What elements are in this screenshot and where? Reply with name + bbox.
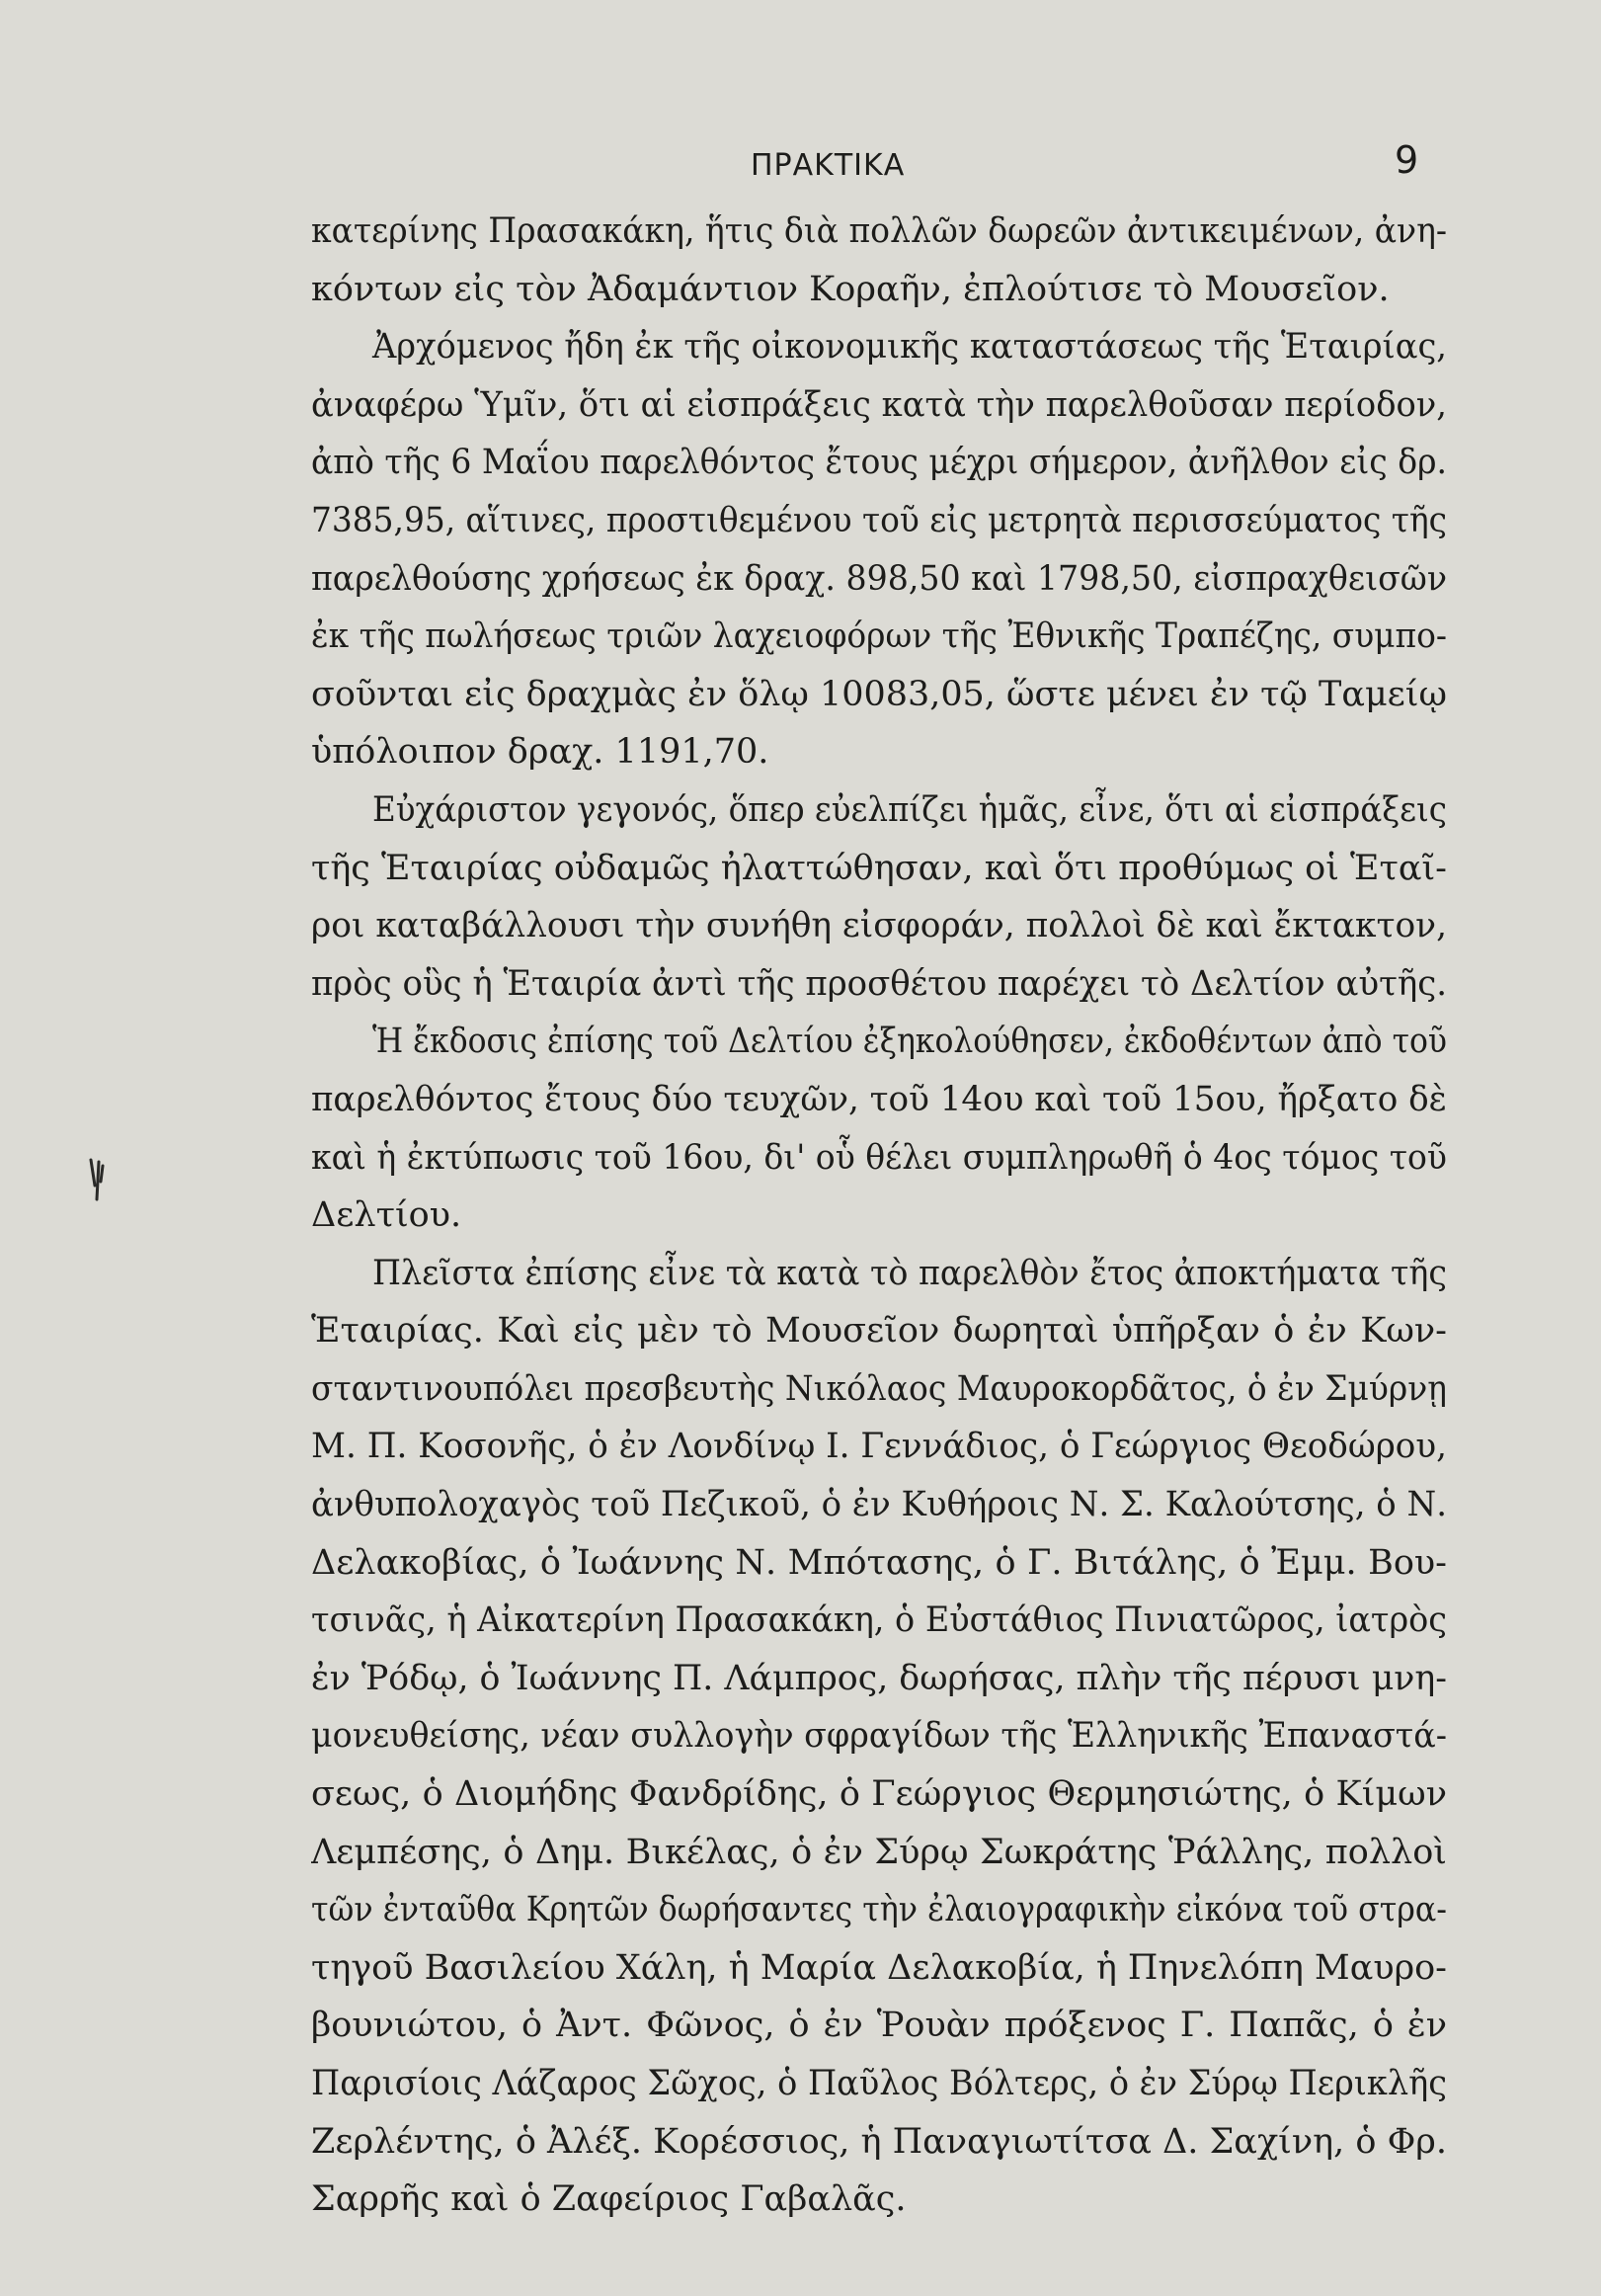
text-line: τῶν ἐνταῦθα Κρητῶν δωρήσαντες τὴν ἐλαιογραφικὴν εἰκόνα τοῦ στρα- xyxy=(311,1890,1447,1930)
text-line: Δελακοβίας, ὁ Ἰωάννης Ν. Μπότασης, ὁ Γ. Βιτάλης, ὁ Ἐμμ. Βου- xyxy=(311,1542,1447,1583)
text-line: Ἑταιρίας. Καὶ εἰς μὲν τὸ Μουσεῖον δωρηταὶ ὑπῆρξαν ὁ ἐν Κων- xyxy=(311,1311,1447,1352)
text-line: Ἀρχόμενος ἤδη ἐκ τῆς οἰκονομικῆς καταστάσεως τῆς Ἑταιρίας, xyxy=(372,327,1447,368)
text-line: Μ. Π. Κοσονῆς, ὁ ἐν Λονδίνῳ Ι. Γεννάδιος, ὁ Γεώργιος Θεοδώρου, xyxy=(311,1427,1447,1467)
text-line: παρελθόντος ἔτους δύο τευχῶν, τοῦ 14ου καὶ τοῦ 15ου, ἤρξατο δὲ xyxy=(311,1079,1447,1119)
text-line: Ζερλέντης, ὁ Ἀλέξ. Κορέσσιος, ἡ Παναγιωτίτσα Δ. Σαχίνη, ὁ Φρ. xyxy=(311,2121,1447,2162)
text-line: ὑπόλοιπον δραχ. 1191,70. xyxy=(311,732,769,773)
text-line: Λεμπέσης, ὁ Δημ. Βικέλας, ὁ ἐν Σύρῳ Σωκράτης Ῥάλλης, πολλοὶ xyxy=(311,1832,1447,1872)
text-line: σεως, ὁ Διομήδης Φανδρίδης, ὁ Γεώργιος Θερμησιώτης, ὁ Κίμων xyxy=(311,1774,1447,1815)
page-number: 9 xyxy=(1395,138,1419,182)
text-line: ἐκ τῆς πωλήσεως τριῶν λαχειοφόρων τῆς Ἐθνικῆς Τραπέζης, συμπο- xyxy=(311,616,1447,657)
text-line: Εὐχάριστον γεγονός, ὅπερ εὐελπίζει ἡμᾶς, εἶνε, ὅτι αἱ εἰσπράξεις xyxy=(372,789,1447,830)
text-line: τηγοῦ Βασιλείου Χάλη, ἡ Μαρία Δελακοβία, ἡ Πηνελόπη Μαυρο- xyxy=(311,1947,1447,1988)
text-line: σταντινουπόλει πρεσβευτὴς Νικόλαος Μαυροκορδᾶτος, ὁ ἐν Σμύρνῃ xyxy=(311,1368,1447,1409)
text-line: τῆς Ἑταιρίας οὐδαμῶς ἠλαττώθησαν, καὶ ὅτι προθύμως οἱ Ἑταῖ- xyxy=(311,848,1447,888)
text-line: παρελθούσης χρήσεως ἐκ δραχ. 898,50 καὶ 1798,50, εἰσπραχθεισῶν xyxy=(311,558,1447,599)
text-line: Πλεῖστα ἐπίσης εἶνε τὰ κατὰ τὸ παρελθὸν ἔτος ἀποκτήματα τῆς xyxy=(372,1253,1447,1293)
text-line: καὶ ἡ ἐκτύπωσις τοῦ 16ου, δι' οὗ θέλει συμπληρωθῆ ὁ 4ος τόμος τοῦ xyxy=(311,1137,1447,1178)
text-line: κατερίνης Πρασακάκη, ἥτις διὰ πολλῶν δωρεῶν ἀντικειμένων, ἀνη- xyxy=(311,211,1447,251)
text-line: ἀναφέρω Ὑμῖν, ὅτι αἱ εἰσπράξεις κατὰ τὴν παρελθοῦσαν περίοδον, xyxy=(311,384,1447,425)
margin-mark-icon xyxy=(87,1156,109,1203)
text-line: 7385,95, αἵτινες, προστιθεμένου τοῦ εἰς μετρητὰ περισσεύματος τῆς xyxy=(311,500,1447,540)
running-head xyxy=(0,138,1601,188)
text-line: Σαρρῆς καὶ ὁ Ζαφείριος Γαβαλᾶς. xyxy=(311,2179,907,2220)
text-line: ἐν Ῥόδῳ, ὁ Ἰωάννης Π. Λάμπρος, δωρήσας, πλὴν τῆς πέρυσι μνη- xyxy=(311,1658,1447,1698)
text-line: πρὸς οὓς ἡ Ἑταιρία ἀντὶ τῆς προσθέτου παρέχει τὸ Δελτίον αὐτῆς. xyxy=(311,963,1447,1004)
text-line: ἀπὸ τῆς 6 Μαΐου παρελθόντος ἔτους μέχρι σήμερον, ἀνῆλθον εἰς δρ. xyxy=(311,443,1447,483)
text-line: Δελτίου. xyxy=(311,1195,462,1236)
page-header-title: ΠΡΑΚΤΙΚΑ xyxy=(751,148,906,183)
text-line: μονευθείσης, νέαν συλλογὴν σφραγίδων τῆς Ἑλληνικῆς Ἐπαναστά- xyxy=(311,1716,1447,1757)
text-line: τσινᾶς, ἡ Αἰκατερίνη Πρασακάκη, ὁ Εὐστάθιος Πινιατῶρος, ἰατρὸς xyxy=(311,1600,1447,1641)
body-text xyxy=(311,203,1447,2229)
text-line: Παρισίοις Λάζαρος Σῶχος, ὁ Παῦλος Βόλτερς, ὁ ἐν Σύρῳ Περικλῆς xyxy=(311,2064,1447,2103)
text-line: Ἡ ἔκδοσις ἐπίσης τοῦ Δελτίου ἐξηκολούθησεν, ἐκδοθέντων ἀπὸ τοῦ xyxy=(372,1022,1447,1062)
text-line: ροι καταβάλλουσι τὴν συνήθη εἰσφοράν, πολλοὶ δὲ καὶ ἔκτακτον, xyxy=(311,906,1447,946)
text-line: βουνιώτου, ὁ Ἀντ. Φῶνος, ὁ ἐν Ῥουὰν πρόξενος Γ. Παπᾶς, ὁ ἐν xyxy=(311,2006,1447,2046)
text-line: ἀνθυπολοχαγὸς τοῦ Πεζικοῦ, ὁ ἐν Κυθήροις Ν. Σ. Καλούτσης, ὁ Ν. xyxy=(311,1485,1447,1525)
text-line: κόντων εἰς τὸν Ἀδαμάντιον Κοραῆν, ἐπλούτισε τὸ Μουσεῖον. xyxy=(311,269,1390,309)
text-line: σοῦνται εἰς δραχμὰς ἐν ὅλῳ 10083,05, ὥστε μένει ἐν τῷ Ταμείῳ xyxy=(311,674,1447,714)
